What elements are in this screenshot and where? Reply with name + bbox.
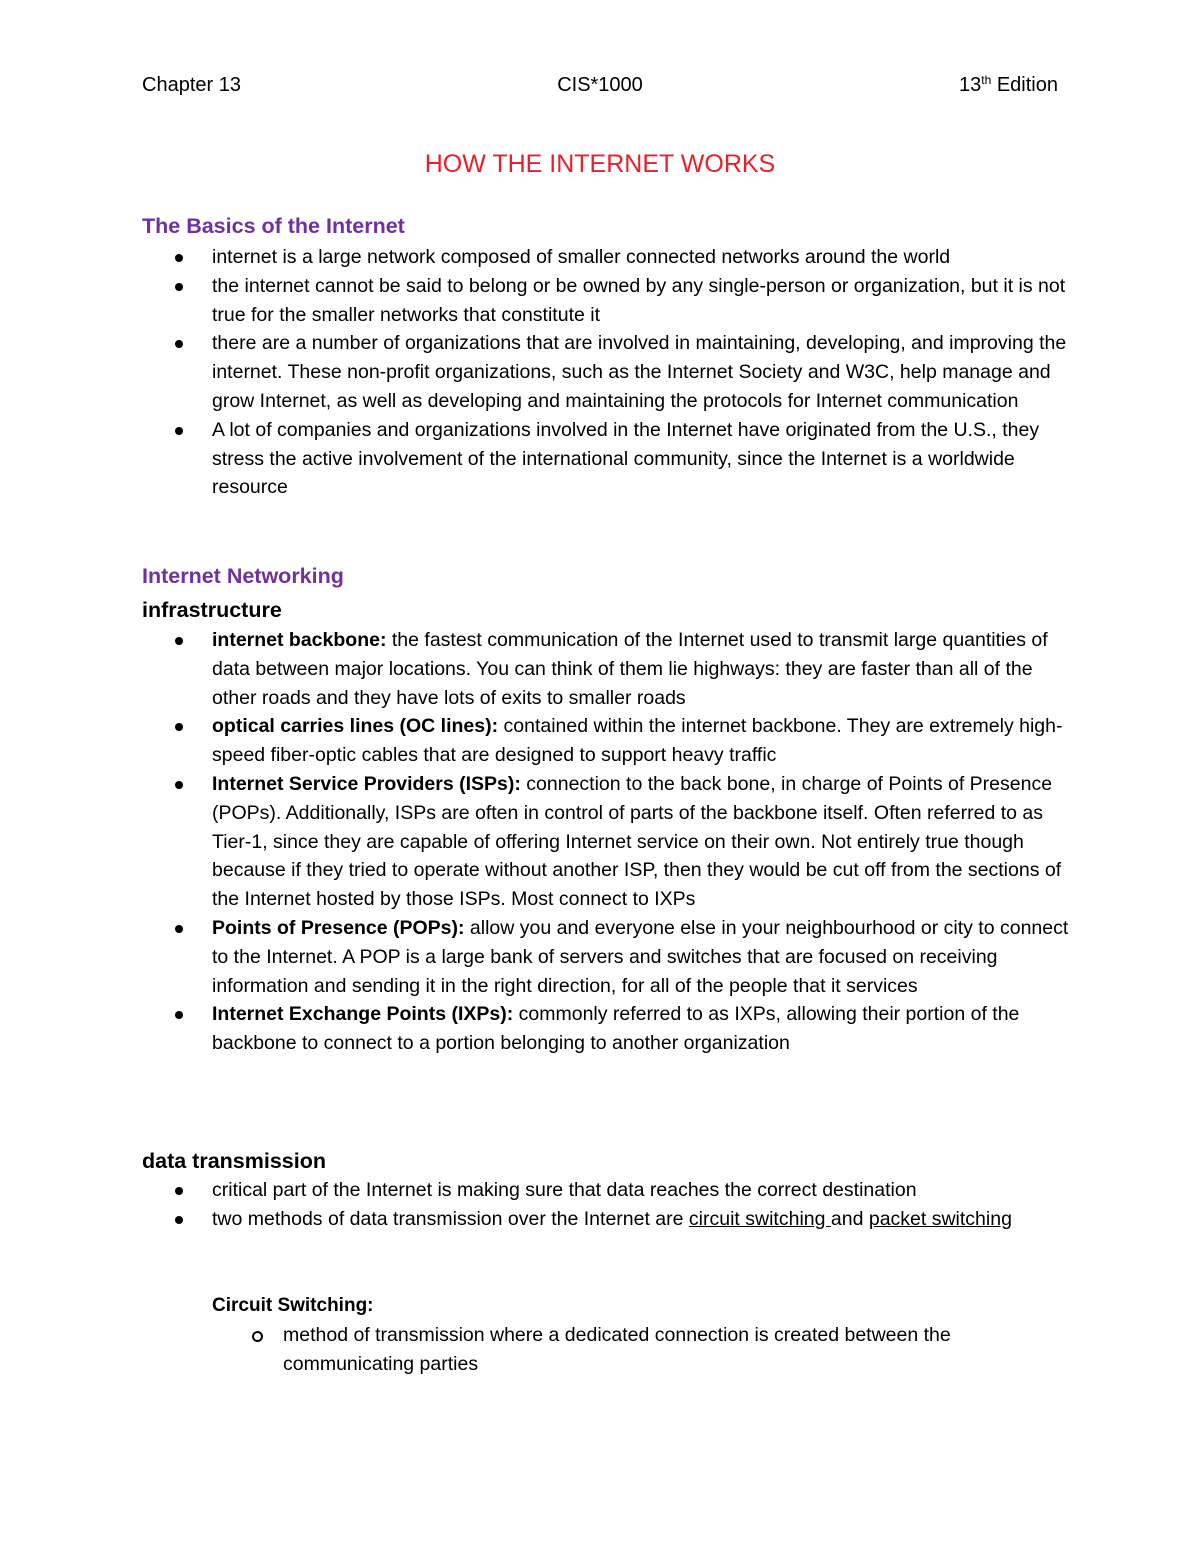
basics-bullet-list: [142, 243, 1072, 502]
bullet-icon: [175, 925, 183, 933]
header-course: CIS*1000: [557, 74, 643, 96]
list-item: Internet Service Providers (ISPs): connection to the back bone, in charge of Points of Presence (POPs). Additionally, ISPs are often in control of parts of the backbone itself. Often referred to as Tier-1, since they are capable of offering Internet service on their own. Not entirely true though because if they tried to operate without another ISP, then they would be cut off from the sections of the Internet hosted by those ISPs. Most connect to IXPs: [142, 770, 1072, 914]
list-item: the internet cannot be said to belong or be owned by any single-person or organization, but it is not true for the smaller networks that constitute it: [142, 272, 1072, 330]
term: Internet Exchange Points (IXPs):: [212, 1003, 514, 1026]
bullet-icon: [175, 723, 183, 731]
list-item: Internet Exchange Points (IXPs): commonly referred to as IXPs, allowing their portion of the backbone to connect to a portion belonging to another organization: [142, 1000, 1072, 1058]
list-item: internet is a large network composed of smaller connected networks around the world: [142, 243, 1072, 272]
subheading-infrastructure: infrastructure: [142, 598, 282, 622]
bullet-icon: [175, 283, 183, 291]
list-item: method of transmission where a dedicated connection is created between the communicating parties: [212, 1321, 1072, 1379]
header-chapter: Chapter 13: [142, 74, 241, 96]
page-header: [142, 71, 1058, 99]
circuit-switching-heading: Circuit Switching:: [212, 1295, 374, 1316]
term: Points of Presence (POPs):: [212, 916, 465, 939]
header-edition: 13th Edition: [959, 73, 1058, 96]
term: Internet Service Providers (ISPs):: [212, 772, 521, 795]
bullet-icon: [175, 427, 183, 435]
term: optical carries lines (OC lines):: [212, 715, 499, 738]
circuit-switching-link[interactable]: circuit switching: [688, 1207, 831, 1230]
data-transmission-bullet-list: [142, 1176, 1072, 1234]
packet-switching-link[interactable]: packet switching: [868, 1207, 1012, 1230]
list-item: A lot of companies and organizations involved in the Internet have originated from the U.S., they stress the active involvement of the international community, since the Internet is a worldwide resource: [142, 416, 1072, 502]
list-item: two methods of data transmission over the Internet are circuit switching and packet switching: [142, 1205, 1072, 1234]
infrastructure-bullet-list: [142, 626, 1072, 1058]
bullet-icon: [175, 254, 183, 262]
bullet-icon: [175, 340, 183, 348]
list-item: internet backbone: the fastest communication of the Internet used to transmit large quantities of data between major locations. You can think of them lie highways: they are faster than all of the other roads and they have lots of exits to smaller roads: [142, 626, 1072, 712]
bullet-icon: [175, 781, 183, 789]
bullet-icon: [175, 1216, 183, 1224]
list-item: optical carries lines (OC lines): contained within the internet backbone. They are extremely high-speed fiber-optic cables that are designed to support heavy traffic: [142, 712, 1072, 770]
term: internet backbone:: [212, 629, 387, 651]
bullet-icon: [175, 637, 183, 645]
subheading-data-transmission: data transmission: [142, 1149, 326, 1173]
list-item: there are a number of organizations that are involved in maintaining, developing, and improving the internet. These non-profit organizations, such as the Internet Society and W3C, help manage and grow Internet, as well as developing and maintaining the protocols for Internet communication: [142, 329, 1072, 415]
bullet-icon: [175, 1011, 183, 1019]
list-item: critical part of the Internet is making sure that data reaches the correct destination: [142, 1176, 1072, 1205]
list-item: Points of Presence (POPs): allow you and everyone else in your neighbourhood or city to connect to the Internet. A POP is a large bank of servers and switches that are focused on receiving information and sending it in the right direction, for all of the people that it services: [142, 914, 1072, 1000]
hollow-bullet-icon: [252, 1331, 263, 1342]
bullet-icon: [175, 1187, 183, 1195]
circuit-switching-list: [212, 1321, 1072, 1379]
section-heading-basics: The Basics of the Internet: [142, 214, 405, 238]
section-heading-networking: Internet Networking: [142, 564, 344, 588]
document-title: HOW THE INTERNET WORKS: [424, 150, 776, 178]
